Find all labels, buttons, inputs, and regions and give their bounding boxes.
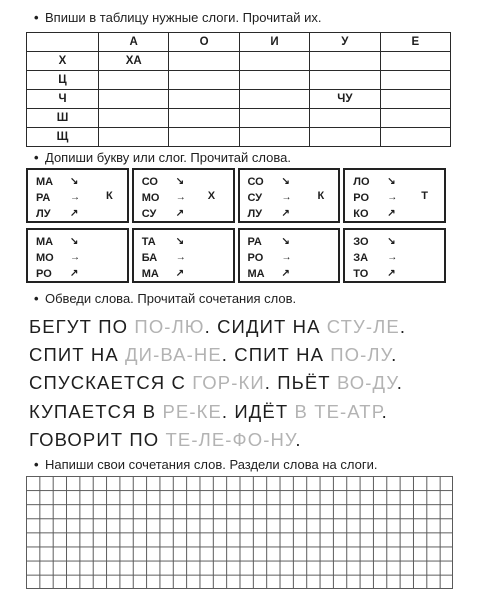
- syllable-box-row-2: [26, 228, 446, 283]
- syllable-box: [26, 168, 129, 223]
- syllable: РО: [36, 268, 52, 280]
- phrase-text: . ИДЁТ: [221, 401, 295, 422]
- bullet: •: [34, 10, 39, 25]
- syllable: ЛУ: [36, 208, 51, 220]
- arrow-right-icon: →: [175, 192, 186, 203]
- table-cell[interactable]: [380, 128, 450, 147]
- table-cell[interactable]: [239, 128, 309, 147]
- phrase-text: БЕГУТ ПО: [29, 316, 135, 337]
- syllable-box: [238, 168, 341, 223]
- table-cell[interactable]: [310, 52, 380, 71]
- syllable-box-row-1: [26, 168, 446, 223]
- syllable: МО: [141, 192, 160, 204]
- syllable: ЗА: [353, 252, 369, 264]
- table-cell[interactable]: [380, 109, 450, 128]
- task3-instruction: [34, 291, 296, 307]
- table-cell[interactable]: [239, 52, 309, 71]
- syllable-box: [343, 228, 446, 283]
- task1-instruction: [34, 10, 322, 26]
- consonant-header: Щ: [27, 128, 99, 147]
- table-row: [27, 128, 451, 147]
- arrow-right-icon: →: [281, 192, 292, 203]
- phrase-line: [29, 344, 397, 366]
- arrow-up-right-icon: ↗: [281, 268, 290, 279]
- phrase-text: .: [399, 316, 407, 337]
- arrow-right-icon: →: [387, 252, 398, 263]
- syllable: СО: [141, 176, 158, 188]
- syllabified-word[interactable]: ПО-ЛУ: [330, 344, 392, 365]
- vowel-header: У: [310, 33, 380, 52]
- table-cell[interactable]: ХА: [99, 52, 169, 71]
- syllabified-word[interactable]: РЕ-КЕ: [162, 401, 222, 422]
- vowel-header: И: [239, 33, 309, 52]
- consonant-header: Х: [27, 52, 99, 71]
- syllable: МА: [141, 268, 159, 280]
- task3-text: Обведи слова. Прочитай сочетания слов.: [45, 291, 297, 306]
- arrow-down-right-icon: ↘: [387, 236, 396, 247]
- phrase-text: СПУСКАЕТСЯ С: [29, 372, 193, 393]
- arrow-down-right-icon: ↘: [70, 236, 79, 247]
- syllable-box: [26, 228, 129, 283]
- syllabified-word[interactable]: ПО-ЛЮ: [134, 316, 205, 337]
- phrase-line: [29, 401, 388, 423]
- box-letter: К: [317, 190, 325, 202]
- arrow-right-icon: →: [70, 252, 80, 263]
- table-cell[interactable]: [380, 90, 450, 109]
- syllabified-word[interactable]: В ТЕ-АТР: [294, 401, 382, 422]
- table-cell[interactable]: [169, 90, 239, 109]
- task1-text: Впиши в таблицу нужные слоги. Прочитай их.: [45, 10, 322, 25]
- task2-instruction: [34, 150, 291, 166]
- task4-text: Напиши свои сочетания слов. Раздели слова на слоги.: [45, 457, 378, 472]
- phrase-text: . ПЬЁТ: [264, 372, 337, 393]
- bullet: •: [34, 457, 39, 472]
- syllabified-word[interactable]: ДИ-ВА-НЕ: [125, 344, 222, 365]
- phrase-line: [29, 372, 403, 394]
- box-letter: Х: [207, 190, 216, 202]
- table-cell[interactable]: [169, 71, 239, 90]
- syllable: МА: [36, 236, 54, 248]
- arrow-up-right-icon: ↗: [175, 268, 185, 279]
- writing-grid[interactable]: [26, 476, 453, 589]
- arrow-down-right-icon: ↘: [387, 176, 396, 187]
- syllabified-word[interactable]: ТЕ-ЛЕ-ФО-НУ: [165, 429, 296, 450]
- syllable: МА: [247, 268, 265, 280]
- consonant-header: Ч: [27, 90, 99, 109]
- phrase-text: .: [391, 344, 398, 365]
- syllabified-word[interactable]: ГОР-КИ: [192, 372, 265, 393]
- syllable: РА: [247, 236, 262, 248]
- syllable: СУ: [247, 192, 263, 204]
- arrow-down-right-icon: ↘: [175, 176, 185, 187]
- table-cell[interactable]: [99, 90, 169, 109]
- table-cell[interactable]: [169, 109, 239, 128]
- syllable-table: [26, 32, 451, 147]
- table-row: [27, 109, 451, 128]
- syllable: ЗО: [353, 236, 369, 248]
- syllable: БА: [141, 252, 158, 264]
- phrase-text: .: [396, 372, 404, 393]
- arrow-up-right-icon: ↗: [387, 208, 396, 219]
- box-letter: Т: [421, 190, 428, 202]
- phrase-text: . СПИТ НА: [221, 344, 331, 365]
- phrase-text: .: [381, 401, 388, 422]
- table-cell[interactable]: [380, 52, 450, 71]
- table-cell[interactable]: [169, 128, 239, 147]
- table-cell[interactable]: [239, 109, 309, 128]
- arrow-right-icon: →: [70, 192, 80, 203]
- arrow-down-right-icon: ↘: [281, 176, 290, 187]
- syllable: КО: [353, 208, 369, 220]
- table-cell[interactable]: [169, 52, 239, 71]
- syllable-box: [132, 168, 235, 223]
- syllable: ЛО: [353, 176, 370, 188]
- syllable: МО: [36, 252, 54, 264]
- phrase-text: СПИТ НА: [29, 344, 126, 365]
- consonant-header: Ц: [27, 71, 99, 90]
- arrow-up-right-icon: ↗: [281, 208, 290, 219]
- phrase-text: КУПАЕТСЯ В: [29, 401, 163, 422]
- table-cell[interactable]: [99, 71, 169, 90]
- syllable: СУ: [141, 208, 157, 220]
- arrow-up-right-icon: ↗: [175, 208, 185, 219]
- table-cell[interactable]: [239, 71, 309, 90]
- syllable-box: [132, 228, 235, 283]
- task2-text: Допиши букву или слог. Прочитай слова.: [45, 150, 291, 165]
- phrase-text: . СИДИТ НА: [204, 316, 327, 337]
- syllable: ТО: [353, 268, 369, 280]
- consonant-header: Ш: [27, 109, 99, 128]
- syllable: ЛУ: [247, 208, 263, 220]
- arrow-up-right-icon: ↗: [70, 208, 79, 219]
- table-cell[interactable]: [239, 90, 309, 109]
- arrow-down-right-icon: ↘: [175, 236, 185, 247]
- table-cell[interactable]: [380, 71, 450, 90]
- syllable-box: [238, 228, 341, 283]
- table-row: [27, 71, 451, 90]
- bullet: •: [34, 291, 39, 306]
- arrow-right-icon: →: [175, 252, 186, 263]
- syllable: ТА: [141, 236, 156, 248]
- table-cell[interactable]: ЧУ: [310, 90, 380, 109]
- syllable: МА: [36, 176, 54, 188]
- table-cell[interactable]: [310, 128, 380, 147]
- box-letter: К: [106, 190, 113, 202]
- syllable: РО: [353, 192, 369, 204]
- phrase-text: .: [295, 429, 302, 450]
- table-cell[interactable]: [99, 128, 169, 147]
- table-cell[interactable]: [99, 109, 169, 128]
- syllabified-word[interactable]: ВО-ДУ: [336, 372, 397, 393]
- table-cell[interactable]: [310, 109, 380, 128]
- phrase-line: [29, 316, 406, 338]
- table-corner-cell: [27, 33, 99, 52]
- arrow-right-icon: →: [281, 252, 292, 263]
- vowel-header: Е: [380, 33, 450, 52]
- table-row: [27, 90, 451, 109]
- arrow-right-icon: →: [387, 192, 398, 203]
- arrow-up-right-icon: ↗: [70, 268, 79, 279]
- table-row: [27, 52, 451, 71]
- syllable: РА: [36, 192, 51, 204]
- bullet: •: [34, 150, 39, 165]
- vowel-header: А: [99, 33, 169, 52]
- arrow-down-right-icon: ↘: [70, 176, 79, 187]
- vowel-header: О: [169, 33, 239, 52]
- arrow-down-right-icon: ↘: [281, 236, 290, 247]
- syllable-box: [343, 168, 446, 223]
- syllable: СО: [247, 176, 264, 188]
- syllabified-word[interactable]: СТУ-ЛЕ: [326, 316, 400, 337]
- phrase-text: ГОВОРИТ ПО: [29, 429, 166, 450]
- arrow-up-right-icon: ↗: [387, 268, 396, 279]
- phrase-line: [29, 429, 302, 451]
- syllable: РО: [247, 252, 264, 264]
- task4-instruction: [34, 457, 377, 473]
- table-header-row: [27, 33, 451, 52]
- table-cell[interactable]: [310, 71, 380, 90]
